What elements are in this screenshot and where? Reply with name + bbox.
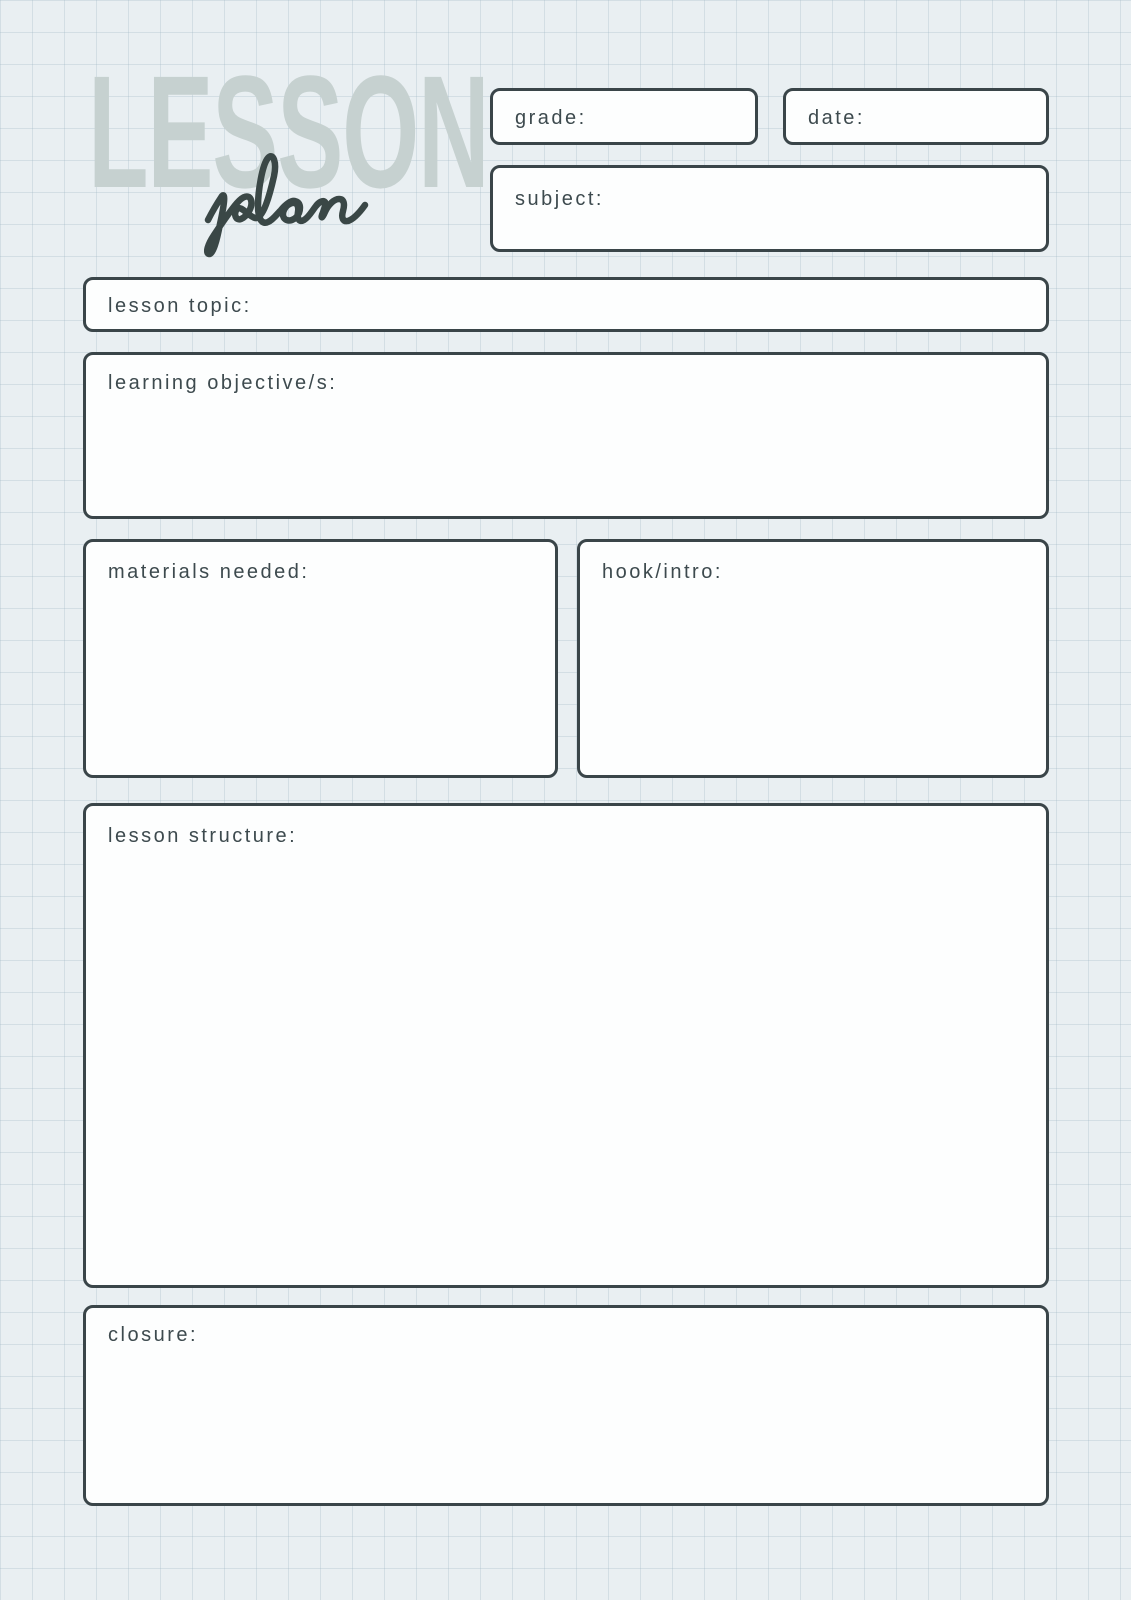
learning-objectives-label: learning objective/s: <box>108 372 338 394</box>
materials-needed-field[interactable] <box>83 539 558 778</box>
hook-intro-field[interactable] <box>577 539 1049 778</box>
hook-intro-label: hook/intro: <box>602 561 723 583</box>
date-field[interactable] <box>783 88 1049 145</box>
materials-needed-label: materials needed: <box>108 561 310 583</box>
page-title: LESSON <box>88 42 489 221</box>
grade-field[interactable] <box>490 88 758 145</box>
date-label: date: <box>808 107 865 129</box>
grade-label: grade: <box>515 107 587 129</box>
learning-objectives-field[interactable] <box>83 352 1049 519</box>
lesson-topic-field[interactable] <box>83 277 1049 332</box>
title-script-plan-icon <box>204 148 374 263</box>
subject-label: subject: <box>515 188 604 210</box>
lesson-topic-label: lesson topic: <box>108 295 252 317</box>
closure-field[interactable] <box>83 1305 1049 1506</box>
subject-field[interactable] <box>490 165 1049 252</box>
lesson-structure-label: lesson structure: <box>108 825 298 847</box>
lesson-structure-field[interactable] <box>83 803 1049 1288</box>
closure-label: closure: <box>108 1324 199 1346</box>
